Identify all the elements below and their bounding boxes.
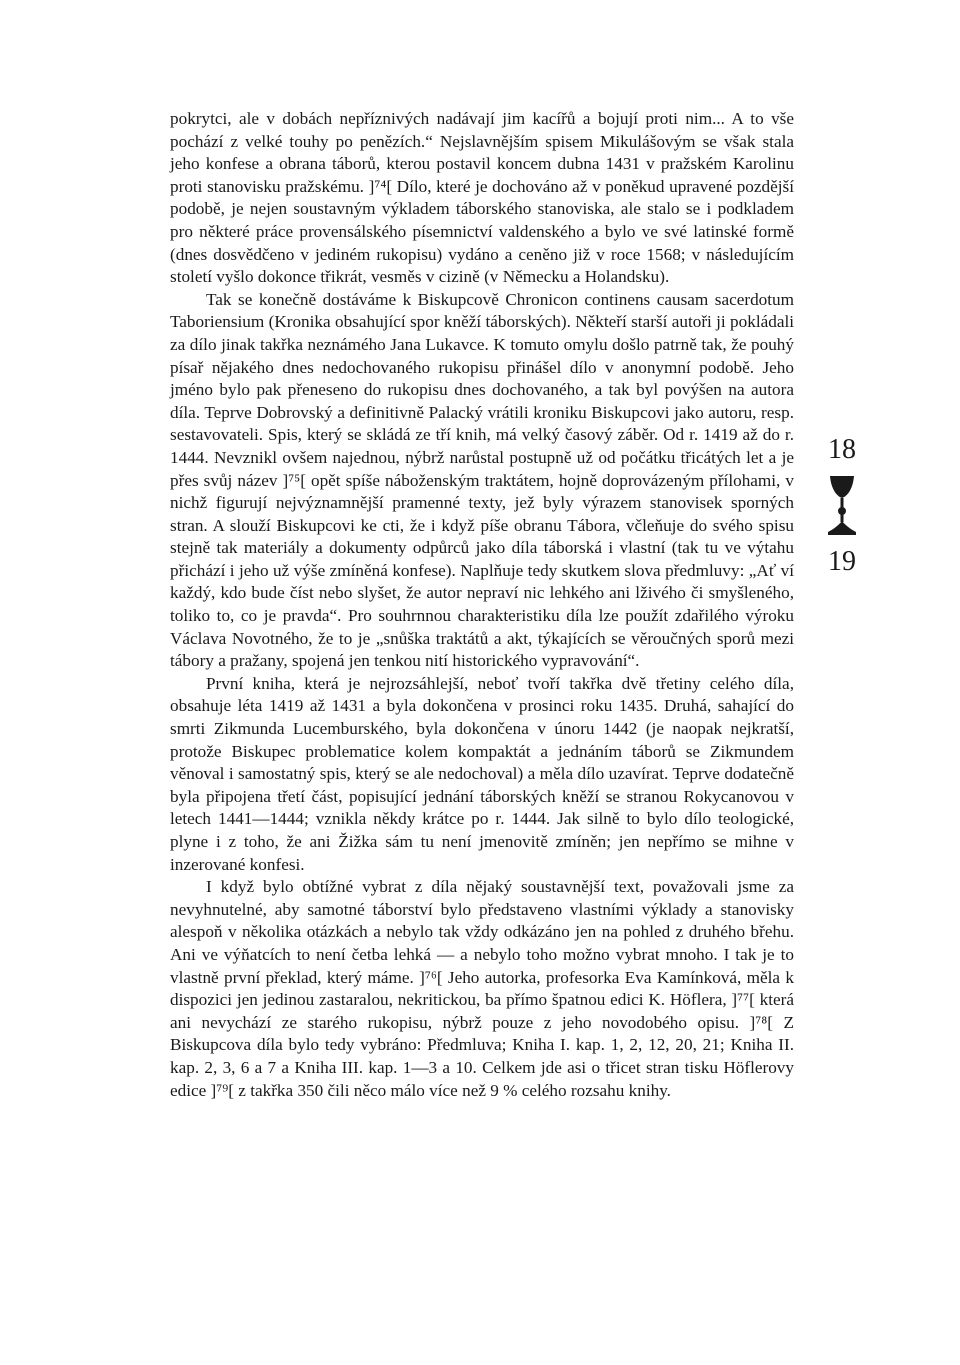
page-number-top: 18: [828, 434, 856, 465]
paragraph: pokrytci, ale v dobách nepříznivých nadávají jim kacířů a bojují proti nim... A to vše pochází z velké touhy po penězích.“ Nejslavnějším spisem Mikulášovým se však stala jeho konfese a obrana táborů, kterou postavil koncem dubna 1431 v pražském Karolinu proti stanovisku pražskému. ]⁷⁴[ Dílo, které je dochováno až v poněkud upravené pozdější podobě, je nejen soustavným výkladem táborského stanoviska, ale stalo se i podkladem pro některé práce provensálského písemnictví valdenského a bylo ve své latinské formě (dnes dosvědčeno v jediném rukopisu) vydáno a ceněno již v roce 1568; v následujícím století vyšlo dokonce třikrát, vesměs v cizině (v Německu a Holandsku).: [170, 109, 794, 287]
chalice-icon: [826, 474, 858, 540]
page-number-margin: [812, 434, 872, 578]
paragraph: První kniha, která je nejrozsáhlejší, neboť tvoří takřka dvě třetiny celého díla, obsahuje léta 1419 až 1431 a byla dokončena v prosinci roku 1435. Druhá, sahající do smrti Zikmunda Lucemburského, byla dokončena v únoru 1442 (je naopak nejkratší, protože Biskupec problematice kolem kompaktát a jednáním táborů se Zikmundem věnoval i samostatný spis, který se ale nedochoval) a měla dílo uzavírat. Teprve dodatečně byla připojena třetí část, popisující jednání táborských kněží se stranou Rokycanovou v letech 1441—1444; vznikla někdy krátce po r. 1444. Jak silně to bylo dílo teologické, plyne i z toho, že ani Žižka sám tu není jmenovitě zmíněn; jen nepřímo se mihne v inzerované konfesi.: [170, 673, 794, 874]
paragraph: I když bylo obtížné vybrat z díla nějaký soustavnější text, považovali jsme za nevyhnutelné, aby samotné táborství bylo představeno vlastními výklady a stanovisky alespoň v několika otázkách a nebylo tak vždy odkázáno jen na pohled z druhého břehu. Ani ve výňatcích to není četba lehká — a nebylo toho možno vybrat mnoho. I tak je to vlastně první překlad, který máme. ]⁷⁶[ Jeho autorka, profesorka Eva Kamínková, měla k dispozici jen jedinou zastaralou, nekritickou, ba přímo špatnou edici K. Höflera, ]⁷⁷[ která ani nevychází ze starého rukopisu, nýbrž pouze z jeho novodobého opisu. ]⁷⁸[ Z Biskupcova díla bylo tedy vybráno: Předmluva; Kniha I. kap. 1, 2, 12, 20, 21; Kniha II. kap. 2, 3, 6 a 7 a Kniha III. kap. 1—3 a 10. Celkem jde asi o třicet stran tisku Höflerovy edice ]⁷⁹[ z takřka 350 čili něco málo více než 9 % celého rozsahu knihy.: [170, 877, 794, 1100]
paragraph: Tak se konečně dostáváme k Biskupcově Chronicon continens causam sacerdotum Taboriensium (Kronika obsahující spor kněží táborských). Někteří starší autoři ji pokládali za dílo jinak takřka neznámého Jana Lukavce. K tomuto omylu došlo patrně tak, že pouhý písař nějakého dnes nedochovaného rukopisu přinášel dílo v anonymní podobě. Jeho jméno bylo pak přeneseno do rukopisu dnes dochovaného, a tak byl povýšen na autora díla. Teprve Dobrovský a definitivně Palacký vrátili kroniku Biskupcovi jako autoru, resp. sestavovateli. Spis, který se skládá ze tří knih, má velký časový záběr. Od r. 1419 až do r. 1444. Nevznikl ovšem najednou, nýbrž narůstal postupně už od počátku třicátých let a je přes svůj název ]⁷⁵[ opět spíše náboženským traktátem, hojně doprovázeným přílohami, v nichž figurují nejvýznamnější pramenné texty, jež byly výrazem stanovisek sporných stran. A slouží Biskupcovi ke cti, že i když píše obranu Tábora, včleňuje do svého spisu stejně tak materiály a dokumenty odpůrců jako díla táborská i vlastní (tak tu ve výtahu přichází i jeho už výše zmíněná konfese). Naplňuje tedy skutkem slova předmluvy: „Ať ví každý, kdo bude číst nebo slyšet, že autor nepraví nic lehkého ani lživého či smyšleného, toliko to, co je pravda“. Pro souhrnnou charakteristiku díla lze použít zdařilého výroku Václava Novotného, že to je „snůška traktátů a akt, týkajících se věroučných sporů mezi tábory a pražany, spojená jen tenkou nití historického vypravování“.: [170, 289, 794, 671]
body-text: [170, 108, 794, 1102]
page-number-bottom: 19: [828, 546, 856, 577]
